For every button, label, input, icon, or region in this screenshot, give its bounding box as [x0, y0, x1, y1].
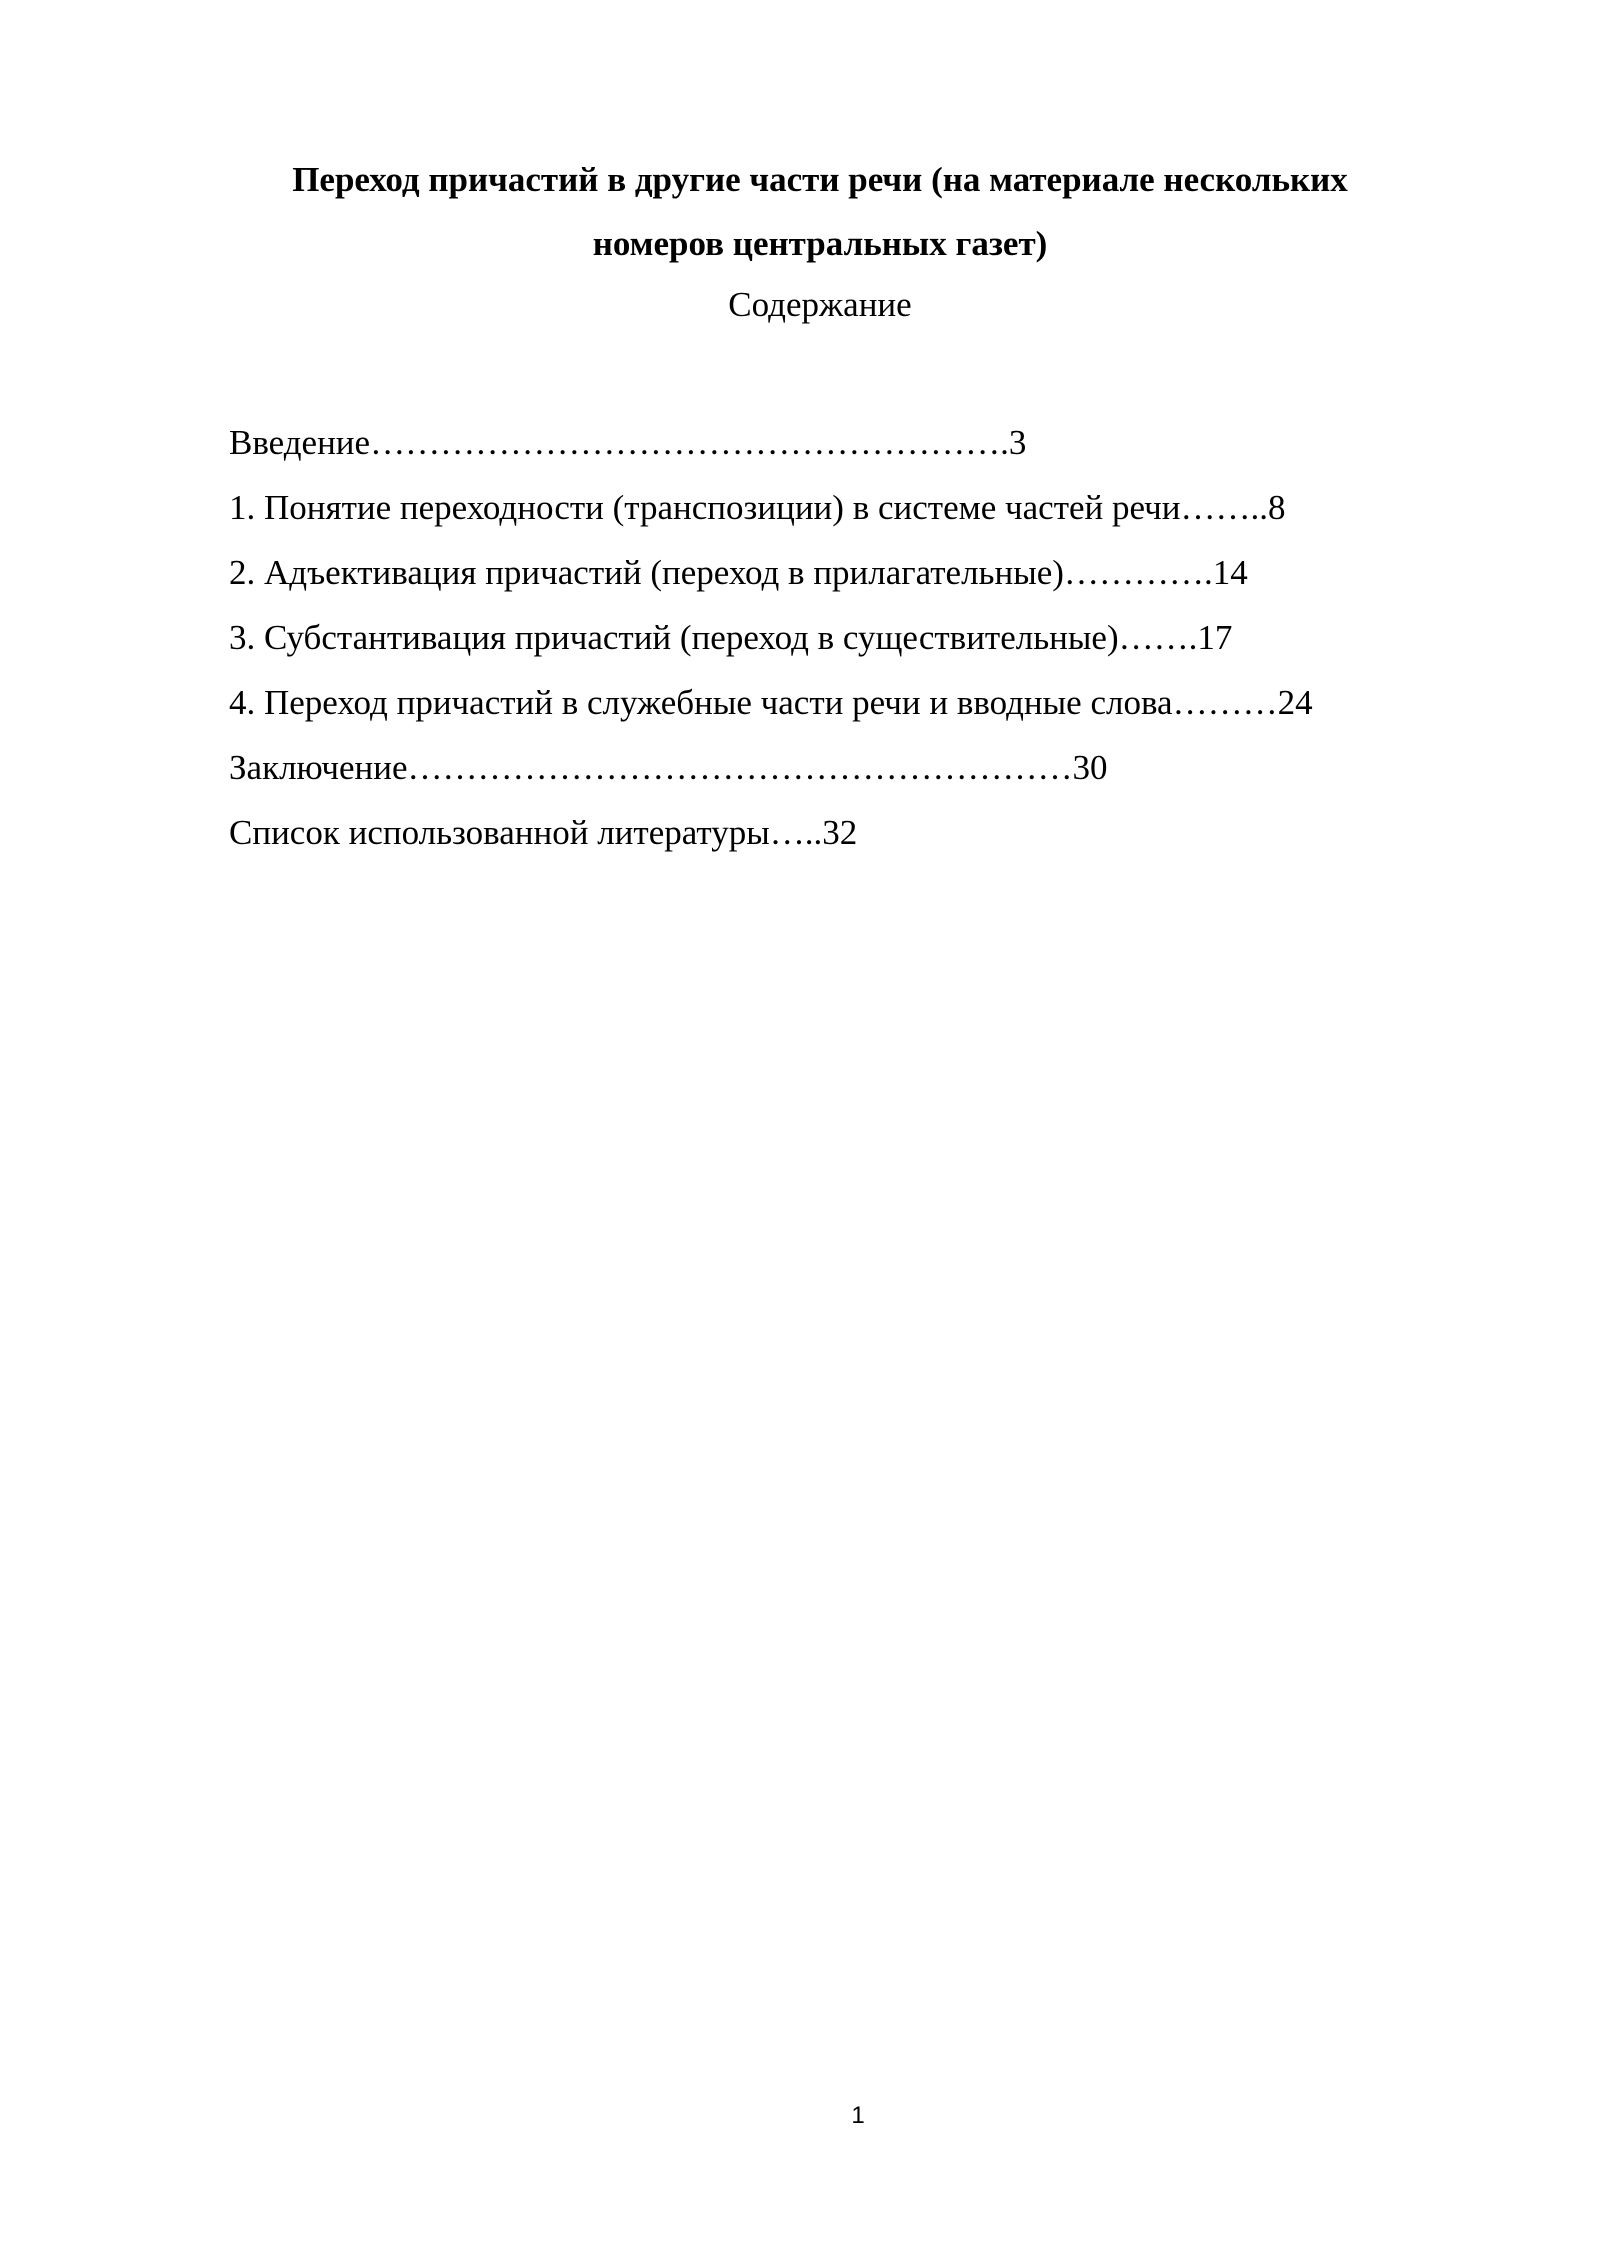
- toc-entry-bibliography: Список использованной литературы…..32: [229, 813, 858, 852]
- document-title: [200, 148, 1440, 276]
- toc-entry-conclusion: Заключение…………………………………………………30: [229, 748, 1108, 787]
- toc-entry-chapter-1: 1. Понятие переходности (транспозиции) в системе частей речи……..8: [229, 488, 1286, 527]
- toc-entry-chapter-4: 4. Переход причастий в служебные части речи и вводные слова………24: [229, 683, 1313, 722]
- document-title-line-1: Переход причастий в другие части речи (на материале нескольких: [292, 160, 1348, 199]
- table-of-contents: [229, 410, 1313, 865]
- document-title-line-2: номеров центральных газет): [592, 224, 1048, 263]
- toc-entry-chapter-2: 2. Адъективация причастий (переход в прилагательные)………….14: [229, 553, 1248, 592]
- contents-heading: Содержание: [728, 285, 912, 324]
- toc-entry-introduction: Введение……………………………………………….3: [229, 423, 1027, 462]
- page-number: 1: [851, 2102, 865, 2129]
- toc-entry-chapter-3: 3. Субстантивация причастий (переход в существительные)…….17: [229, 618, 1233, 657]
